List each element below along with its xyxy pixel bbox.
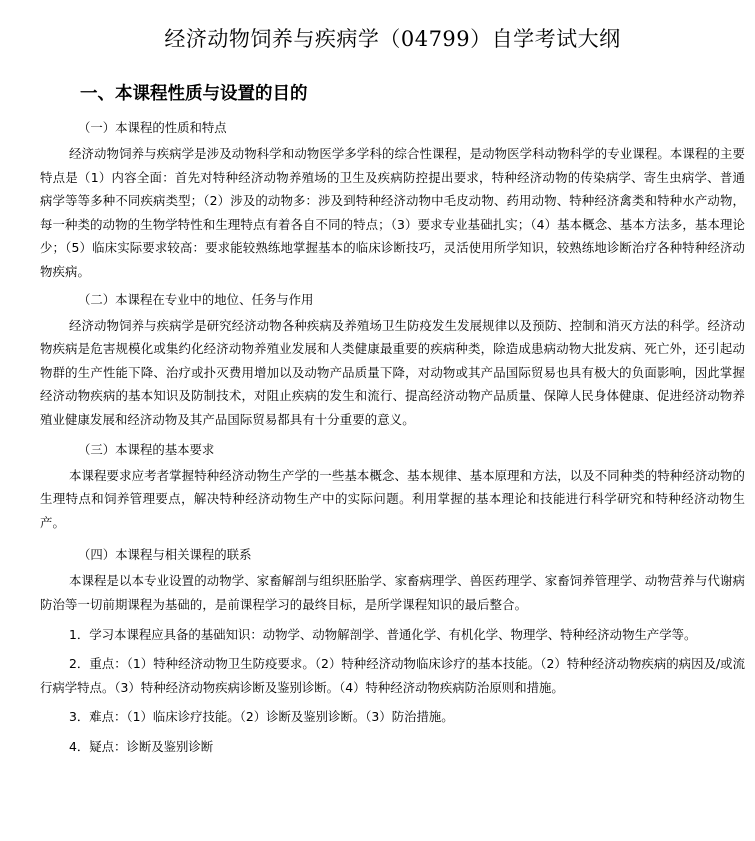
list-item-difficulties: 3．难点：（1）临床诊疗技能。（2）诊断及鉴别诊断。（3）防治措施。	[69, 709, 454, 725]
paragraph-relations: 本课程是以本专业设置的动物学、家畜解剖与组织胚胎学、家畜病理学、兽医药理学、家畜饲养管理学、动物营养与代谢病防治等一切前期课程为基础的，是前课程学习的最终目标，是所学课程知识的最后整合。	[40, 573, 745, 612]
section-heading-1: 一、本课程性质与设置的目的	[80, 84, 308, 104]
subsection-heading-4: （四）本课程与相关课程的联系	[78, 547, 252, 563]
list-item-doubts: 4．疑点：诊断及鉴别诊断	[69, 738, 214, 754]
paragraph-requirements: 本课程要求应考者掌握特种经济动物生产学的一些基本概念、基本规律、基本原理和方法，以及不同种类的特种经济动物的生理特点和饲养管理要点，解决特种经济动物生产中的实际问题。利用掌握的基本理论和技能进行科学研究和特种经济动物生产。	[40, 467, 745, 530]
subsection-heading-1: （一）本课程的性质和特点	[78, 120, 227, 135]
paragraph-nature: 经济动物饲养与疾病学是涉及动物科学和动物医学多学科的综合性课程，是动物医学科动物科学的专业课程。本课程的主要特点是（1）内容全面：首先对特种经济动物养殖场的卫生及疾病防控提出要求，特种经济动物的传染病学、寄生虫病学、普通病学等等多种不同疾病类型；（2）涉及的动物多：涉及到特种经济动物中毛皮动物、药用动物、特种经济禽类和特种水产动物，每一种类的动物的生物学特性和生理特点有着各自不同的特点；（3）要求专业基础扎实；（4）基本概念、基本方法多，基本理论少；（5）临床实际要求较高：要求能较熟练地掌握基本的临床诊断技巧，灵活使用所学知识，较熟练地诊断治疗各种特种经济动物疾病。	[40, 146, 745, 279]
subsection-heading-2: （二）本课程在专业中的地位、任务与作用	[78, 291, 314, 307]
list-item-key-points: 2．重点：（1）特种经济动物卫生防疫要求。（2）特种经济动物临床诊疗的基本技能。（2）特种经济动物疾病的病因及/或流行病学特点。（3）特种经济动物疾病诊断及鉴别诊断。（4）特种经济动物疾病防治原则和措施。	[40, 656, 745, 695]
list-item-basic-knowledge: 1．学习本课程应具备的基础知识：动物学、动物解剖学、普通化学、有机化学、物理学、特种经济动物生产学等。	[69, 626, 697, 642]
document-title: 经济动物饲养与疾病学（04799）自学考试大纲	[164, 27, 621, 51]
subsection-heading-3: （三）本课程的基本要求	[78, 441, 215, 457]
paragraph-role: 经济动物饲养与疾病学是研究经济动物各种疾病及养殖场卫生防疫发生发展规律以及预防、控制和消灭方法的科学。经济动物疾病是危害规模化或集约化经济动物养殖业发展和人类健康最重要的疾病种类，除造成患病动物大批发病、死亡外，还引起动物群的生产性能下降、治疗或扑灭费用增加以及动物产品质量下降，对动物或其产品国际贸易也具有极大的负面影响，因此掌握经济动物疾病的基本知识及防制技术，对阻止疾病的发生和流行、提高经济动物产品质量、保障人民身体健康、促进经济动物养殖业健康发展和经济动物及其产品国际贸易都具有十分重要的意义。	[40, 317, 745, 427]
